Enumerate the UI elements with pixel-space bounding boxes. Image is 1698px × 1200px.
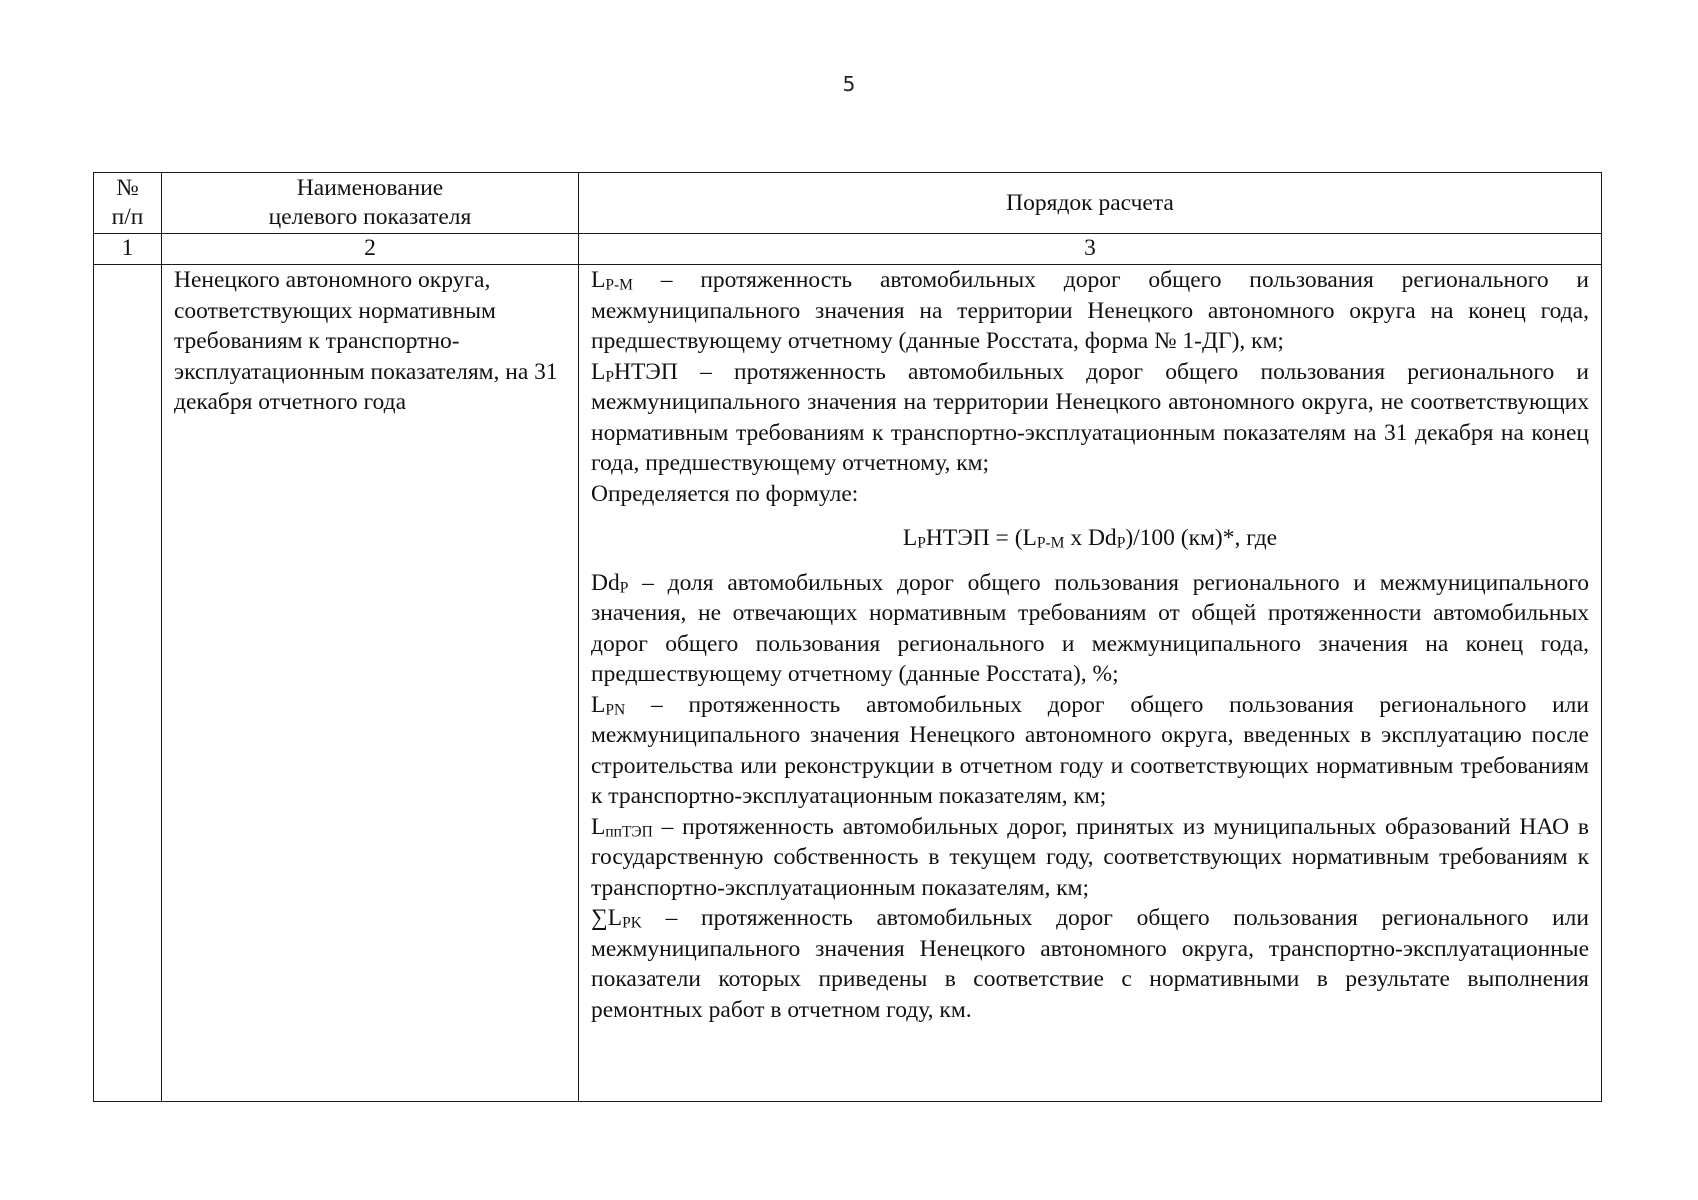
indicator-name-cell: [162, 265, 579, 1102]
header-name-line1: Наименование: [296, 175, 444, 201]
definition-lpptep: LппТЭП – протяженность автомобильных дорог, принятых из муниципальных образований НАО в государственную собственность в текущем году, соответствующих нормативным требованиям к транспортно-эксплуатационным показателям, км;: [591, 813, 1589, 901]
column-number-row: [94, 234, 1602, 265]
page-number: 5: [842, 72, 856, 96]
indicator-name-text: Ненецкого автономного округа, соответствующих нормативным требованиям к транспортно-эксплуатационным показателям, на 31 декабря отчетного года: [174, 267, 558, 415]
definition-sum-lpk: ∑LPK – протяженность автомобильных дорог общего пользования регионального или межмуниципального значения Ненецкого автономного округа, транспортно-эксплуатационные показатели которых приведены в соответствие с нормативными в результате выполнения ремонтных работ в отчетном году, км.: [591, 905, 1589, 1023]
column-number-3: 3: [579, 234, 1602, 265]
indicator-table: [93, 172, 1602, 1102]
row-number-cell: [94, 265, 162, 1102]
header-calculation-label: Порядок расчета: [1006, 189, 1174, 216]
formula: LPНТЭП = (LP-M x DdP)/100 (км)*, где: [902, 525, 1278, 552]
calculation-cell: [579, 265, 1602, 1102]
header-cell-name: [162, 173, 579, 234]
symbol-lpntep: LPНТЭП: [591, 358, 678, 385]
header-name-line2: целевого показателя: [268, 204, 472, 230]
header-number-pp: п/п: [111, 204, 144, 230]
table-header-row: [94, 173, 1602, 234]
definition-lpm: LP-M – протяженность автомобильных дорог общего пользования регионального и межмуниципального значения на территории Ненецкого автономного округа на конец года, предшествующему отчетному (данные Росстата, форма № 1-ДГ), км;: [591, 267, 1589, 354]
symbol-ddp: DdP: [591, 569, 629, 596]
column-number-2: 2: [162, 234, 579, 265]
symbol-sum-lpk: ∑LPK: [591, 905, 642, 932]
symbol-lpn: LPN: [591, 691, 626, 718]
header-cell-calculation: [579, 173, 1602, 234]
definition-ddp: DdP – доля автомобильных дорог общего пользования регионального и межмуниципального значения, не отвечающих нормативным требованиям от общей протяженности автомобильных дорог общего пользования регионального и межмуниципального значения на конец года, предшествующему отчетному (данные Росстата), %;: [591, 569, 1589, 687]
definition-lpntep: LPНТЭП – протяженность автомобильных дорог общего пользования регионального и межмуниципального значения на территории Ненецкого автономного округа, не соответствующих нормативным требованиям к транспортно-эксплуатационным показателям на 31 декабря на конец года, предшествующему отчетному, км;: [591, 358, 1589, 476]
symbol-lpm: LP-M: [591, 267, 633, 294]
header-cell-number: [94, 173, 162, 234]
formula-intro: Определяется по формуле:: [591, 480, 859, 507]
definition-lpn: LPN – протяженность автомобильных дорог общего пользования регионального или межмуниципального значения Ненецкого автономного округа, введенных в эксплуатацию после строительства или реконструкции в отчетном году и соответствующих нормативным требованиям к транспортно-эксплуатационным показателям, км;: [591, 691, 1589, 809]
calculation-text: [579, 265, 1601, 1025]
header-number-sign: №: [116, 175, 139, 201]
column-number-1: 1: [94, 234, 162, 265]
symbol-lpptep: LппТЭП: [591, 813, 653, 840]
table-row: [94, 265, 1602, 1102]
